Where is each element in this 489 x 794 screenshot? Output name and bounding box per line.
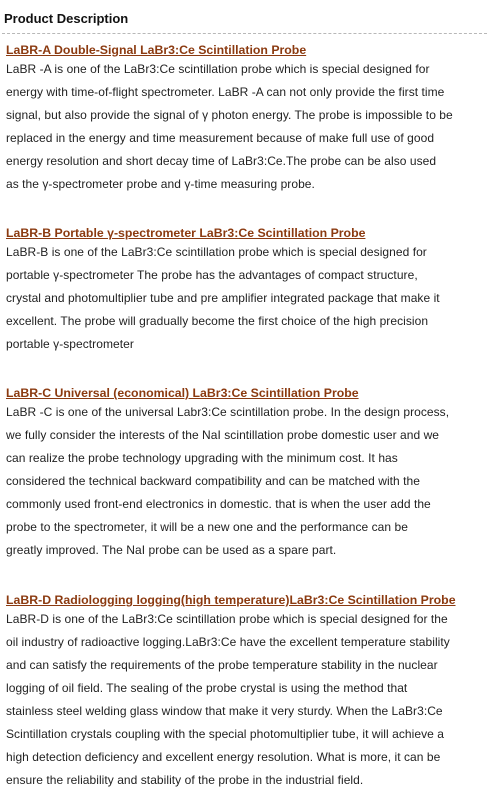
body-line: excellent. The probe will gradually become the first choice of the high precision (6, 314, 429, 328)
body-line: as the γ-spectrometer probe and γ-time measuring probe. (6, 177, 315, 191)
body-line: replaced in the energy and time measurement because of make full use of good (6, 131, 435, 145)
body-line: LaBR-B is one of the LaBr3:Ce scintillation probe which is special designed for (6, 245, 427, 259)
body-line: greatly improved. The NaI probe can be used as a spare part. (6, 543, 337, 557)
body-line: portable γ-spectrometer The probe has the advantages of compact structure, (6, 268, 418, 282)
body-line: LaBR -A is one of the LaBr3:Ce scintillation probe which is special designed for (6, 62, 430, 76)
section-title-labr-c[interactable]: LaBR-C Universal (economical) LaBr3:Ce Scintillation Probe (6, 386, 359, 400)
section-body-labr-b (6, 241, 488, 356)
body-line: ensure the reliability and stability of the probe in the industrial field. (6, 773, 364, 787)
section-body-labr-d (6, 608, 488, 792)
section-body-labr-a (6, 58, 488, 196)
section-title-labr-b[interactable]: LaBR-B Portable γ-spectrometer LaBr3:Ce Scintillation Probe (6, 226, 366, 240)
section-title-labr-d[interactable]: LaBR-D Radiologging logging(high temperature)LaBr3:Ce Scintillation Probe (6, 593, 456, 607)
body-line: signal, but also provide the signal of γ photon energy. The probe is impossible to be (6, 108, 453, 122)
section-labr-c (6, 385, 488, 562)
section-labr-b (6, 225, 488, 356)
body-line: LaBR -C is one of the universal Labr3:Ce scintillation probe. In the design process, (6, 405, 450, 419)
body-line: oil industry of radioactive logging.LaBr3:Ce have the excellent temperature stability (6, 635, 450, 649)
header-divider (2, 33, 487, 34)
body-line: can realize the probe technology upgrading with the minimum cost. It has (6, 451, 398, 465)
product-description-header (0, 0, 489, 34)
body-line: portable γ-spectrometer (6, 337, 134, 351)
body-line: logging of oil field. The sealing of the probe crystal is using the method that (6, 681, 408, 695)
body-line: Scintillation crystals coupling with the special photomultiplier tube, it will achieve a (6, 727, 444, 741)
body-line: energy resolution and short decay time of LaBr3:Ce.The probe can be also used (6, 154, 437, 168)
body-line: crystal and photomultiplier tube and pre amplifier integrated package that make it (6, 291, 440, 305)
body-line: commonly used front-end electronics in domestic. that is when the user add the (6, 497, 431, 511)
section-body-labr-c (6, 401, 488, 562)
page-title: Product Description (4, 11, 129, 26)
body-line: LaBR-D is one of the LaBr3:Ce scintillation probe which is special designed for the (6, 612, 448, 626)
section-title-labr-a[interactable]: LaBR-A Double-Signal LaBr3:Ce Scintillation Probe (6, 43, 307, 57)
body-line: high detection deficiency and excellent energy resolution. What is more, it can be (6, 750, 441, 764)
body-line: considered the technical backward compatibility and can be matched with the (6, 474, 420, 488)
body-line: we fully consider the interests of the NaI scintillation probe domestic user and we (6, 428, 440, 442)
body-line: and can satisfy the requirements of the probe temperature stability in the nuclear (6, 658, 438, 672)
body-line: energy with time-of-flight spectrometer. LaBR -A can not only provide the first time (6, 85, 445, 99)
section-labr-a (6, 42, 488, 196)
section-labr-d (6, 592, 488, 792)
body-line: stainless steel welding glass window that make it very sturdy. When the LaBr3:Ce (6, 704, 443, 718)
body-line: probe to the spectrometer, it will be a new one and the performance can be (6, 520, 408, 534)
